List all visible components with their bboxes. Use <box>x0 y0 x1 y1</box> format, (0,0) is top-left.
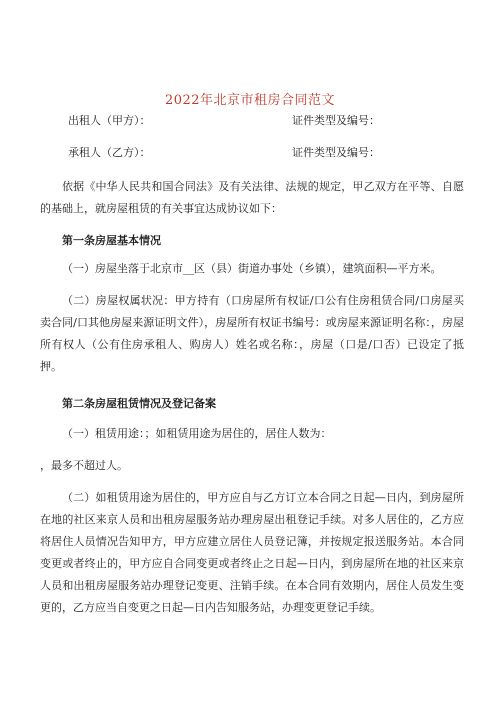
lessor-id-label: 证件类型及编号： <box>292 114 380 127</box>
document-title: 2022年北京市租房合同范文 <box>164 93 336 108</box>
article1-heading: 第一条房屋基本情况 <box>62 234 161 247</box>
article2-paragraph-1: （一）租赁用途：；如租赁用途为居住的，居住人数为： <box>62 427 332 440</box>
article2-paragraph-1-continued: ，最多不超过人。 <box>40 459 128 472</box>
article2-paragraph-2: （二）如租赁用途为居住的，甲方应自与乙方订立本合同之日起—日内，到房屋所在地的社区来京人员和出租房屋服务站办理房屋出租登记手续。对多人居住的，乙方应将居住人员情况告知甲方，甲方应建立居住人员登记簿，并按规定报送服务站。本合同变更或者终止的，甲方应自合同变更或者终止之日起—日内，到房屋所在地的社区来京人员和出租房屋服务站办理登记变更、注销手续。在本合同有效期内，居住人员发生变更的，乙方应当自变更之日起—日内告知服务站，办理变更登记手续。 <box>40 491 464 614</box>
intro-paragraph: 依据《中华人民共和国合同法》及有关法律、法规的规定，甲乙双方在平等、自愿的基础上，就房屋租赁的有关事宜达成协议如下： <box>40 180 464 215</box>
lessor-label: 出租人（甲方）： <box>68 114 151 127</box>
lessee-id-label: 证件类型及编号： <box>292 146 380 159</box>
article2-heading: 第二条房屋租赁情况及登记备案 <box>62 397 216 410</box>
article1-paragraph-1: （一）房屋坐落于北京市__区（县）街道办事处（乡镇），建筑面积—平方米。 <box>62 262 442 275</box>
article1-paragraph-2: （二）房屋权属状况：甲方持有（口房屋所有权证/口公有住房租赁合同/口房屋买卖合同/口其他房屋来源证明文件），房屋所有权证书编号：或房屋来源证明名称：，房屋所有权人（公有住房承租人、购房人）姓名或名称：，房屋（口是/口否）已设定了抵押。 <box>40 294 464 373</box>
lessee-label: 承租人（乙方）： <box>68 146 151 159</box>
